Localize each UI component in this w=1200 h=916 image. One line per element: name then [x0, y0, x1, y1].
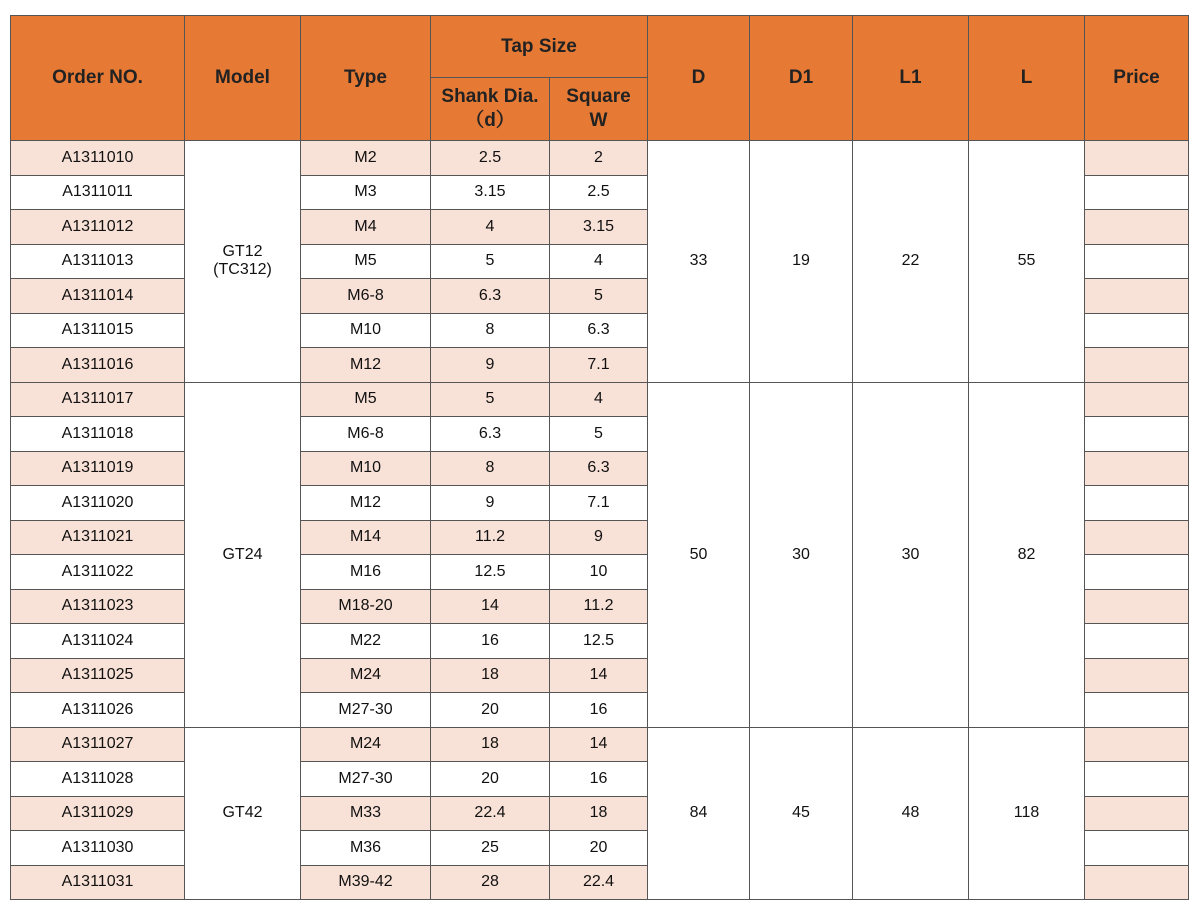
order-no-cell: A1311011	[11, 175, 185, 210]
order-no-cell: A1311022	[11, 555, 185, 590]
shank-dia-cell: 20	[431, 693, 550, 728]
square-w-cell: 7.1	[550, 348, 648, 383]
square-w-cell: 16	[550, 693, 648, 728]
type-cell: M27-30	[301, 762, 431, 797]
shank-dia-cell: 18	[431, 727, 550, 762]
table-row	[11, 727, 1189, 762]
d-cell: 33	[648, 141, 750, 383]
table-header	[11, 16, 1189, 141]
header-shank-dia-label: Shank Dia.	[441, 86, 539, 107]
order-no-cell: A1311021	[11, 520, 185, 555]
square-w-cell: 4	[550, 382, 648, 417]
price-cell	[1085, 141, 1189, 176]
header-model: Model	[185, 16, 301, 141]
price-cell	[1085, 417, 1189, 452]
price-cell	[1085, 520, 1189, 555]
l1-cell: 48	[853, 727, 969, 900]
shank-dia-cell: 14	[431, 589, 550, 624]
square-w-cell: 18	[550, 796, 648, 831]
order-no-cell: A1311030	[11, 831, 185, 866]
price-cell	[1085, 210, 1189, 245]
shank-dia-cell: 18	[431, 658, 550, 693]
type-cell: M5	[301, 244, 431, 279]
d1-cell: 19	[750, 141, 853, 383]
square-w-cell: 22.4	[550, 865, 648, 900]
model-alias: (TC312)	[213, 261, 272, 279]
model-cell	[185, 382, 301, 727]
header-square-symbol: W	[589, 110, 608, 131]
table-body	[11, 141, 1189, 900]
square-w-cell: 12.5	[550, 624, 648, 659]
type-cell: M24	[301, 658, 431, 693]
price-cell	[1085, 624, 1189, 659]
shank-dia-cell: 12.5	[431, 555, 550, 590]
shank-dia-cell: 16	[431, 624, 550, 659]
price-cell	[1085, 451, 1189, 486]
d1-cell: 45	[750, 727, 853, 900]
type-cell: M5	[301, 382, 431, 417]
order-no-cell: A1311029	[11, 796, 185, 831]
model-cell	[185, 141, 301, 383]
square-w-cell: 7.1	[550, 486, 648, 521]
shank-dia-cell: 8	[431, 313, 550, 348]
price-cell	[1085, 693, 1189, 728]
price-cell	[1085, 555, 1189, 590]
type-cell: M4	[301, 210, 431, 245]
square-w-cell: 9	[550, 520, 648, 555]
l-cell: 118	[969, 727, 1085, 900]
square-w-cell: 2.5	[550, 175, 648, 210]
d-cell: 50	[648, 382, 750, 727]
order-no-cell: A1311025	[11, 658, 185, 693]
shank-dia-cell: 4	[431, 210, 550, 245]
price-cell	[1085, 727, 1189, 762]
d1-cell: 30	[750, 382, 853, 727]
header-d1: D1	[750, 16, 853, 141]
shank-dia-cell: 20	[431, 762, 550, 797]
shank-dia-cell: 9	[431, 348, 550, 383]
square-w-cell: 10	[550, 555, 648, 590]
order-no-cell: A1311024	[11, 624, 185, 659]
order-no-cell: A1311018	[11, 417, 185, 452]
price-cell	[1085, 658, 1189, 693]
header-l: L	[969, 16, 1085, 141]
type-cell: M22	[301, 624, 431, 659]
type-cell: M24	[301, 727, 431, 762]
order-no-cell: A1311031	[11, 865, 185, 900]
square-w-cell: 3.15	[550, 210, 648, 245]
order-no-cell: A1311013	[11, 244, 185, 279]
shank-dia-cell: 25	[431, 831, 550, 866]
type-cell: M18-20	[301, 589, 431, 624]
type-cell: M14	[301, 520, 431, 555]
header-type: Type	[301, 16, 431, 141]
price-cell	[1085, 762, 1189, 797]
shank-dia-cell: 3.15	[431, 175, 550, 210]
price-cell	[1085, 831, 1189, 866]
shank-dia-cell: 11.2	[431, 520, 550, 555]
header-square-label: Square	[566, 86, 631, 107]
type-cell: M10	[301, 451, 431, 486]
price-cell	[1085, 589, 1189, 624]
order-no-cell: A1311027	[11, 727, 185, 762]
shank-dia-cell: 28	[431, 865, 550, 900]
order-no-cell: A1311020	[11, 486, 185, 521]
shank-dia-cell: 9	[431, 486, 550, 521]
model-cell	[185, 727, 301, 900]
tap-holder-spec-table	[10, 15, 1189, 900]
l-cell: 82	[969, 382, 1085, 727]
type-cell: M10	[301, 313, 431, 348]
order-no-cell: A1311014	[11, 279, 185, 314]
shank-dia-cell: 6.3	[431, 279, 550, 314]
type-cell: M3	[301, 175, 431, 210]
type-cell: M27-30	[301, 693, 431, 728]
header-order-no: Order NO.	[11, 16, 185, 141]
shank-dia-cell: 2.5	[431, 141, 550, 176]
shank-dia-cell: 22.4	[431, 796, 550, 831]
price-cell	[1085, 313, 1189, 348]
square-w-cell: 4	[550, 244, 648, 279]
order-no-cell: A1311026	[11, 693, 185, 728]
shank-dia-cell: 8	[431, 451, 550, 486]
square-w-cell: 20	[550, 831, 648, 866]
header-l1: L1	[853, 16, 969, 141]
price-cell	[1085, 486, 1189, 521]
shank-dia-cell: 5	[431, 244, 550, 279]
l1-cell: 30	[853, 382, 969, 727]
square-w-cell: 6.3	[550, 313, 648, 348]
type-cell: M2	[301, 141, 431, 176]
order-no-cell: A1311023	[11, 589, 185, 624]
model-name: GT42	[222, 804, 263, 822]
price-cell	[1085, 279, 1189, 314]
header-price: Price	[1085, 16, 1189, 141]
price-cell	[1085, 796, 1189, 831]
shank-dia-cell: 6.3	[431, 417, 550, 452]
order-no-cell: A1311016	[11, 348, 185, 383]
square-w-cell: 6.3	[550, 451, 648, 486]
model-name: GT12	[222, 243, 263, 261]
price-cell	[1085, 175, 1189, 210]
square-w-cell: 5	[550, 417, 648, 452]
order-no-cell: A1311017	[11, 382, 185, 417]
type-cell: M33	[301, 796, 431, 831]
type-cell: M36	[301, 831, 431, 866]
square-w-cell: 16	[550, 762, 648, 797]
l-cell: 55	[969, 141, 1085, 383]
type-cell: M39-42	[301, 865, 431, 900]
header-square-w	[550, 78, 648, 141]
header-d: D	[648, 16, 750, 141]
price-cell	[1085, 382, 1189, 417]
order-no-cell: A1311012	[11, 210, 185, 245]
type-cell: M6-8	[301, 279, 431, 314]
d-cell: 84	[648, 727, 750, 900]
type-cell: M12	[301, 486, 431, 521]
square-w-cell: 14	[550, 658, 648, 693]
header-tap-size: Tap Size	[431, 16, 648, 78]
square-w-cell: 11.2	[550, 589, 648, 624]
square-w-cell: 14	[550, 727, 648, 762]
header-shank-dia	[431, 78, 550, 141]
model-name: GT24	[222, 545, 263, 563]
order-no-cell: A1311015	[11, 313, 185, 348]
l1-cell: 22	[853, 141, 969, 383]
price-cell	[1085, 865, 1189, 900]
table-row	[11, 382, 1189, 417]
price-cell	[1085, 244, 1189, 279]
shank-dia-cell: 5	[431, 382, 550, 417]
type-cell: M12	[301, 348, 431, 383]
type-cell: M6-8	[301, 417, 431, 452]
price-cell	[1085, 348, 1189, 383]
square-w-cell: 2	[550, 141, 648, 176]
type-cell: M16	[301, 555, 431, 590]
order-no-cell: A1311028	[11, 762, 185, 797]
order-no-cell: A1311019	[11, 451, 185, 486]
table-row	[11, 141, 1189, 176]
order-no-cell: A1311010	[11, 141, 185, 176]
header-shank-dia-symbol: （d）	[465, 110, 515, 131]
square-w-cell: 5	[550, 279, 648, 314]
